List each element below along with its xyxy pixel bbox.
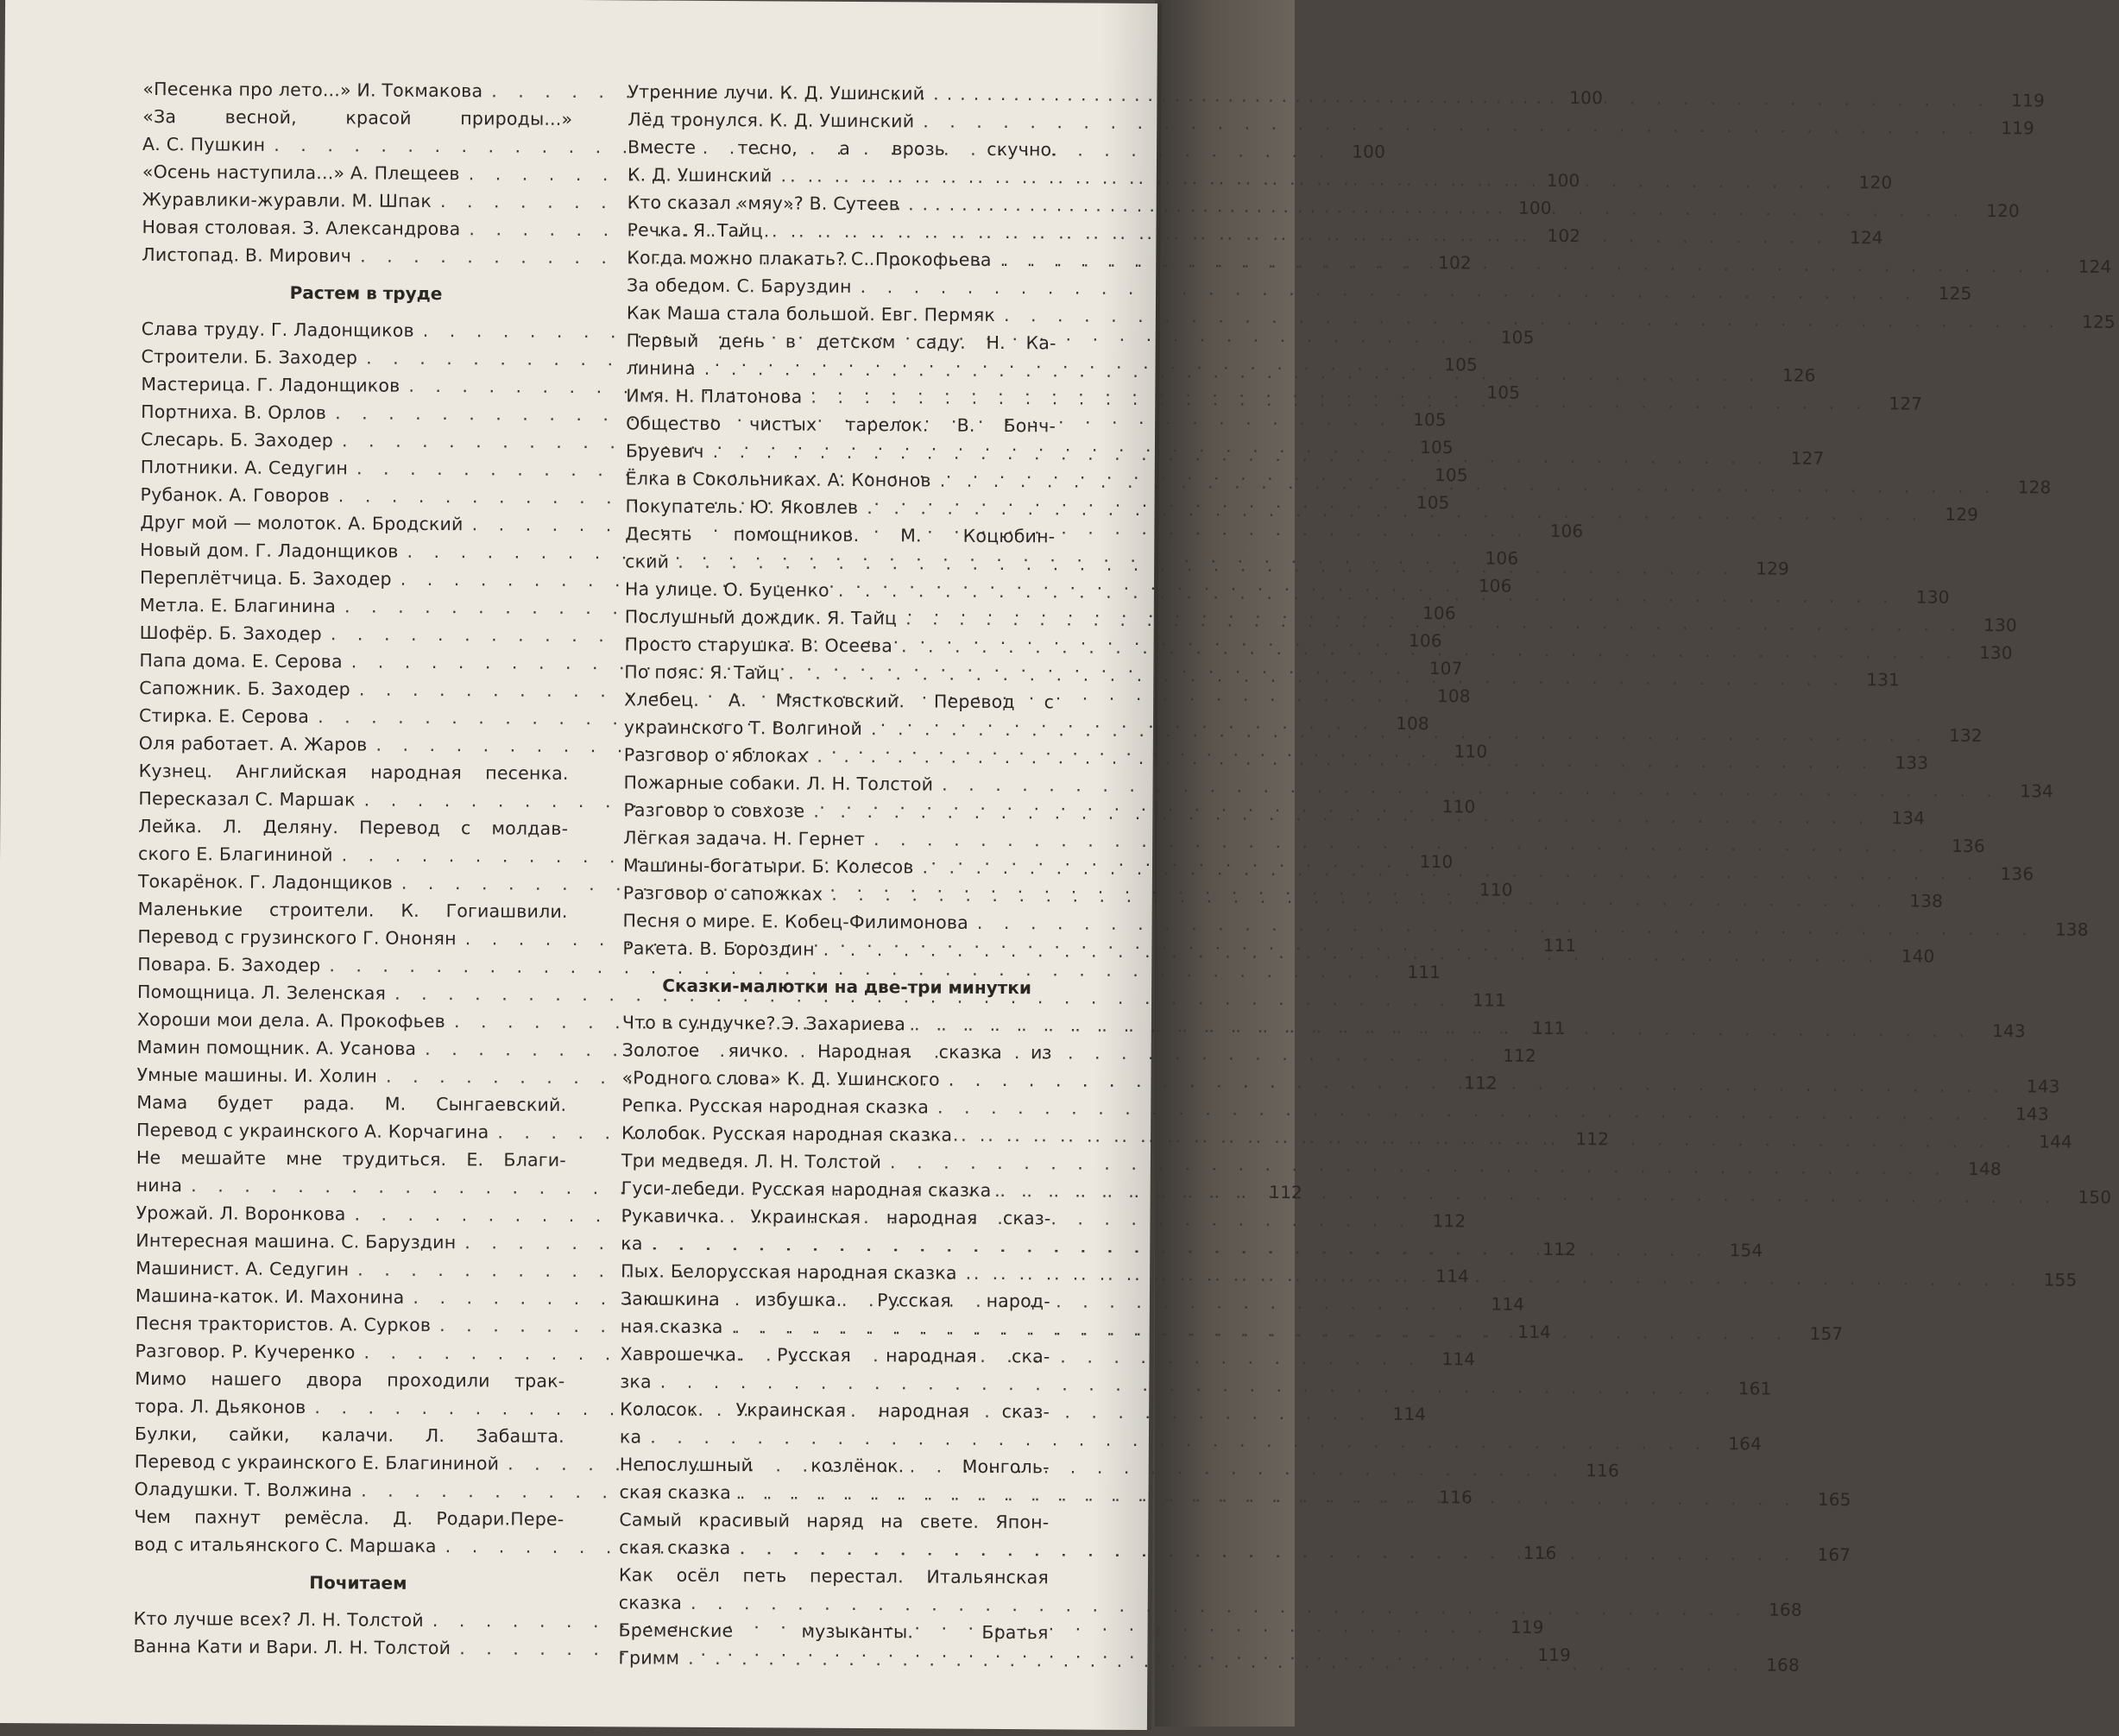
toc-page-number: 136 <box>2000 863 2034 885</box>
toc-entry-title: ка <box>619 1426 642 1448</box>
toc-entry <box>627 271 1972 304</box>
toc-entry-title: Кто лучше всех? Л. Н. Толстой <box>133 1607 424 1631</box>
toc-page-number: 111 <box>1542 934 1577 956</box>
toc-entry-title: Повара. Б. Заходер <box>137 953 321 976</box>
section-heading: Растем в труде <box>289 281 443 305</box>
toc-entry-line <box>138 812 621 843</box>
toc-page-number: 167 <box>1817 1543 1851 1566</box>
toc-entry-title: Перевод с украинского Е. Благининой <box>134 1450 500 1474</box>
toc-entry-line <box>136 1144 620 1174</box>
toc-page-number: 126 <box>1782 364 1816 386</box>
toc-entry-title: На улице. О. Буценко <box>624 578 829 601</box>
toc-entry-line <box>622 1036 1106 1066</box>
toc-page-number: 111 <box>1473 989 1506 1011</box>
toc-entry-line <box>138 895 621 925</box>
toc-entry-title: Три медведя. Л. Н. Толстой <box>621 1150 882 1173</box>
toc-page-number: 114 <box>1435 1266 1470 1287</box>
toc-entry-title: Токарёнок. Г. Ладонщиков <box>137 870 394 893</box>
toc-entry-title: Оладушки. Т. Волжина <box>134 1478 353 1501</box>
toc-entry-title: Как Маша стала большой. Евг. Пермяк <box>626 302 996 325</box>
toc-entry-line <box>623 824 1985 856</box>
toc-page-number: 131 <box>1866 669 1901 691</box>
toc-entry-line <box>619 1561 1102 1591</box>
toc-entry-title: Песня трактористов. А. Сурков <box>135 1312 432 1335</box>
toc-page-number: 100 <box>1569 87 1604 109</box>
toc-page-number: 130 <box>1915 586 1950 608</box>
toc-entry-title: Золотое яичко. Народная сказка из <box>621 1039 1052 1064</box>
toc-entry <box>621 1146 2002 1180</box>
toc-page-number: 114 <box>1441 1348 1476 1370</box>
toc-page-number: 127 <box>1790 447 1825 469</box>
toc-entry-line <box>621 1146 2002 1180</box>
toc-page-number: 105 <box>1500 326 1535 348</box>
toc-entry-title: Колобок. Русская народная сказка <box>621 1122 953 1146</box>
toc-entry-line <box>621 1285 1104 1315</box>
toc-page-number: 124 <box>1849 226 1883 249</box>
toc-entry-title: «Осень наступила...» А. Плещеев <box>142 161 460 185</box>
toc-page-number: 119 <box>1510 1616 1544 1638</box>
toc-page-number: 110 <box>1419 850 1454 873</box>
toc-entry-title: Журавлики-журавли. М. Шпак <box>142 188 432 211</box>
toc-entry-line <box>624 685 1107 716</box>
toc-entry-title: Мимо нашего двора проходили трак- <box>135 1367 565 1392</box>
toc-entry-line <box>137 950 1441 983</box>
toc-page-number: 112 <box>1575 1128 1610 1150</box>
toc-entry-title: Слесарь. Б. Заходер <box>140 428 334 451</box>
toc-entry-title: Мама будет рада. М. Сынгаевский. <box>136 1091 567 1115</box>
toc-entry-line <box>134 1503 617 1533</box>
toc-entry-title: Колосок. Украинская народная сказ- <box>620 1398 1050 1423</box>
toc-page-number: 106 <box>1422 602 1456 624</box>
toc-page-number: 110 <box>1479 879 1513 900</box>
toc-entry-title: Машины-богатыри. Б. Колесов <box>622 855 914 878</box>
toc-page-number: 105 <box>1413 408 1447 431</box>
toc-page-number: 106 <box>1478 575 1512 597</box>
toc-entry-title: Имя. Н. Платонова <box>626 385 803 407</box>
toc-page-number: 116 <box>1586 1460 1620 1481</box>
toc-entry-title: Репка. Русская народная сказка <box>621 1095 930 1118</box>
toc-entry-title: Песня о мире. Е. Кобец-Филимонова <box>622 910 969 933</box>
toc-page-number: 129 <box>1756 558 1790 579</box>
toc-entry-title: Кто сказал «мяу»? В. Сутеев <box>627 192 900 215</box>
toc-entry <box>622 906 2089 940</box>
toc-entry-title: Булки, сайки, калачи. Л. Забашта. <box>134 1423 565 1447</box>
toc-page-number: 100 <box>1546 169 1580 192</box>
toc-page-number: 161 <box>1737 1378 1772 1399</box>
toc-entry-title: А. С. Пушкин <box>142 133 266 155</box>
toc-entry-line <box>620 1367 1772 1399</box>
toc-page-number: 106 <box>1408 629 1442 652</box>
toc-entry <box>623 824 1985 856</box>
toc-entry-title: Ракета. В. Бороздин <box>622 937 815 960</box>
toc-entry-title: Лёгкая задача. Н. Гернет <box>623 827 866 850</box>
toc-entry-title: Новый дом. Г. Ладонщиков <box>140 539 399 562</box>
toc-page-number: 120 <box>1858 172 1893 193</box>
toc-entry-line <box>622 906 2089 940</box>
toc-entry-title: Мамин помощник. А. Усанова <box>136 1036 417 1059</box>
toc-page-number: 134 <box>2020 780 2054 802</box>
toc-entry-title: Заюшкина избушка. Русская народ- <box>620 1288 1050 1312</box>
toc-entry-title: Разговор о яблоках <box>623 744 809 767</box>
toc-entry-line <box>620 1450 1103 1480</box>
toc-entry-title: Когда можно плакать? С. Прокофьева <box>627 247 992 270</box>
toc-page-number: 114 <box>1491 1293 1525 1315</box>
toc-page-number: 114 <box>1392 1403 1427 1425</box>
toc-page-number: 114 <box>1517 1321 1552 1342</box>
toc-entry-line <box>627 271 1972 304</box>
toc-entry-title: Переплётчица. Б. Заходер <box>139 566 392 590</box>
toc-page-number: 111 <box>1407 961 1441 983</box>
section-heading: Сказки-малютки на две-три минутки <box>662 975 1031 999</box>
toc-entry-title: Разговор о сапожках <box>622 882 823 905</box>
toc-entry-title: Оля работает. А. Жаров <box>138 732 368 755</box>
toc-entry <box>628 105 2035 139</box>
toc-entry-title: Покупатель. Ю. Яковлев <box>625 496 859 518</box>
toc-entry-title: Помощница. Л. Зеленская <box>137 981 387 1004</box>
toc-entry-title: Машинист. А. Седугин <box>136 1257 350 1280</box>
toc-entry-title: Пых. Белорусская народная сказка <box>621 1260 957 1284</box>
toc-entry-title: Утренние лучи. К. Д. Ушинский <box>628 81 925 104</box>
toc-page-number: 105 <box>1416 491 1450 514</box>
toc-page-number: 130 <box>1978 641 2013 664</box>
toc-entry-title: Перевод с грузинского Г. Ононян <box>137 925 457 950</box>
toc-entry-title: Рубанок. А. Говоров <box>140 483 330 507</box>
toc-page-number: 112 <box>1464 1072 1498 1094</box>
toc-entry-line <box>620 1340 1103 1370</box>
toc-entry-title: Самый красивый наряд на свете. Япон- <box>619 1509 1050 1533</box>
toc-entry-title: «Родного слова» К. Д. Ушинского <box>621 1067 940 1090</box>
toc-page-number: 133 <box>1895 752 1929 773</box>
toc-entry-title: Первый день в детском саду. Н. Ка- <box>626 330 1056 354</box>
toc-entry-title: Гуси-лебеди. Русская народная сказка <box>621 1177 992 1201</box>
toc-entry-title: Рукавичка. Украинская народная сказ- <box>621 1205 1051 1229</box>
toc-page-number: 112 <box>1432 1210 1466 1232</box>
toc-entry-line <box>628 105 2035 139</box>
toc-entry-title: ка <box>621 1233 643 1254</box>
toc-entry-title: Метла. Е. Благинина <box>139 594 337 617</box>
toc-entry-title: Урожай. Л. Воронкова <box>136 1202 346 1225</box>
toc-entry-title: Стирка. Е. Серова <box>138 704 310 728</box>
toc-page-number: 110 <box>1441 796 1476 817</box>
toc-entry-title: Вместе тесно, а врозь скучно. <box>627 136 1058 161</box>
toc-page-number: 165 <box>1817 1488 1851 1511</box>
toc-page-number: 155 <box>2043 1269 2078 1291</box>
page-gutter-shadow <box>1091 3 1162 1730</box>
toc-page-number: 168 <box>1768 1599 1802 1620</box>
toc-entry-title: Папа дома. Е. Серова <box>139 649 343 672</box>
toc-entry-title: зка <box>620 1371 652 1392</box>
toc-entry-line <box>623 768 2054 802</box>
toc-entry-title: Мастерица. Г. Ладонщиков <box>141 373 400 396</box>
toc-page-number: 108 <box>1396 712 1429 735</box>
toc-entry <box>623 768 2054 802</box>
toc-entry-title: Сапожник. Б. Заходер <box>139 677 351 700</box>
toc-entry-title: Слава труду. Г. Ладонщиков <box>141 318 414 341</box>
toc-entry-title: Портниха. В. Орлов <box>141 401 327 424</box>
toc-entry-title: Послушный дождик. Я. Тайц <box>624 606 898 629</box>
toc-entry-title: линина <box>626 357 696 379</box>
toc-entry-title: ская сказка <box>619 1481 731 1504</box>
toc-entry-title: Листопад. В. Мирович <box>142 243 352 267</box>
toc-page-number: 112 <box>1269 1181 1303 1203</box>
toc-page-number: 128 <box>2017 477 2052 498</box>
toc-page-number: 164 <box>1728 1433 1763 1455</box>
toc-page-number: 110 <box>1454 741 1488 762</box>
toc-entry-title: К. Д. Ушинский <box>627 164 773 186</box>
toc-entry-title: Друг мой — молоток. А. Бродский <box>140 511 464 535</box>
toc-page-number: 136 <box>1951 835 1985 856</box>
toc-entry-line <box>620 1395 1103 1425</box>
toc-page-number: 102 <box>1438 252 1472 274</box>
toc-page-number: 134 <box>1891 807 1926 829</box>
toc-page-number: 148 <box>1968 1158 2002 1180</box>
toc-entry-title: ская сказка <box>619 1537 731 1559</box>
toc-page-number: 154 <box>1729 1240 1763 1261</box>
toc-page-number: 129 <box>1945 503 1979 525</box>
toc-page-number: 105 <box>1434 464 1468 486</box>
toc-entry-title: Как осёл петь перестал. Итальянская <box>618 1564 1050 1588</box>
toc-page-number: 112 <box>1542 1238 1577 1260</box>
toc-page-number: 150 <box>2078 1186 2112 1208</box>
toc-entry <box>621 1091 2049 1125</box>
dot-leader <box>679 1644 1746 1679</box>
toc-entry-title: сказка <box>618 1592 683 1613</box>
toc-entry-title: Строители. Б. Заходер <box>141 345 358 369</box>
toc-entry-title: За обедом. С. Баруздин <box>627 275 852 297</box>
toc-entry-title: украинского Т. Волгиной <box>623 716 863 740</box>
toc-entry-title: Гримм <box>618 1647 680 1669</box>
toc-page-number: 108 <box>1436 685 1471 707</box>
toc-entry-line <box>135 1365 618 1395</box>
toc-page-number: 116 <box>1439 1487 1473 1508</box>
toc-page-number: 157 <box>1809 1323 1844 1344</box>
toc-page-number: 119 <box>2011 90 2046 111</box>
toc-entry-title: Машина-каток. И. Махонина <box>135 1285 405 1308</box>
toc-entry-title: «За весной, красой природы...» <box>142 105 573 129</box>
toc-entry-title: Речка. Я. Тайц <box>627 219 764 242</box>
toc-entry-title: «Песенка про лето...» И. Токмакова <box>142 78 483 102</box>
toc-page-number: 119 <box>2001 117 2035 139</box>
toc-entry-title: Хлебец. А. Мястковский. Перевод с <box>624 689 1055 713</box>
toc-page-number: 111 <box>1531 1017 1566 1039</box>
toc-entry-line <box>626 299 2116 332</box>
toc-entry-title: Перевод с украинского А. Корчагина <box>136 1119 489 1143</box>
toc-entry <box>626 299 2116 332</box>
toc-page-number: 143 <box>2015 1103 2049 1125</box>
toc-entry-title: Лёд тронулся. К. Д. Ушинский <box>628 109 915 132</box>
toc-page-number: 143 <box>1992 1020 2026 1042</box>
toc-entry-title: Десять помощников. М. Коцюбин- <box>625 523 1056 547</box>
toc-page-number: 116 <box>1523 1542 1557 1563</box>
toc-entry-line <box>628 133 1111 163</box>
toc-entry-line <box>621 1202 1104 1232</box>
toc-page-number: 140 <box>1901 945 1935 967</box>
toc-entry-title: Разговор. Р. Кучеренко <box>135 1340 356 1363</box>
toc-entry-title: Разговор о совхозе <box>623 799 805 822</box>
toc-entry-title: Пожарные собаки. Л. Н. Толстой <box>623 772 934 795</box>
toc-entry-title: Не мешайте мне трудиться. Е. Благи- <box>136 1146 566 1171</box>
toc-entry <box>137 950 1441 983</box>
toc-entry-title: Плотники. А. Седугин <box>140 456 349 479</box>
toc-page-number: 130 <box>1983 614 2017 636</box>
toc-entry-title: Умные машины. И. Холин <box>136 1064 378 1087</box>
toc-entry-title: тора. Л. Дьяконов <box>135 1395 306 1418</box>
toc-entry-title: Лейка. Л. Деляну. Перевод с молдав- <box>138 815 569 839</box>
toc-entry-title: Бруевич <box>625 440 704 462</box>
toc-entry-title: Просто старушка. В. Осеева <box>624 634 893 657</box>
toc-page-number: 144 <box>2039 1131 2073 1152</box>
toc-entry-line <box>619 1423 1763 1455</box>
toc-entry-line <box>619 1506 1102 1536</box>
toc-entry-title: Новая столовая. З. Александрова <box>142 216 461 240</box>
toc-entry-title: Ванна Кати и Вари. Л. Н. Толстой <box>133 1635 451 1659</box>
toc-entry-line <box>136 1089 620 1119</box>
toc-page-number: 106 <box>1485 547 1519 569</box>
toc-entry-title: Пересказал С. Маршак <box>138 787 356 811</box>
toc-entry-title: Что в сундучке? Э. Захариева <box>621 1012 906 1035</box>
toc-page-number: 105 <box>1419 436 1454 458</box>
toc-page-number: 102 <box>1547 224 1581 247</box>
toc-entry-title: Ёлка в Сокольниках. А. Кононов <box>625 468 931 491</box>
toc-page-number: 138 <box>2054 919 2089 940</box>
toc-page-number: 127 <box>1889 393 1923 414</box>
toc-page-number: 106 <box>1549 520 1584 542</box>
toc-entry <box>618 1561 1802 1620</box>
toc-entry-title: Хаврошечка. Русская народная ска- <box>620 1343 1050 1367</box>
toc-entry-line <box>142 103 626 133</box>
toc-entry-title: Кузнец. Английская народная песенка. <box>138 760 569 784</box>
toc-page-number: 124 <box>2078 256 2112 277</box>
toc-entry-title: Хороши мои дела. А. Прокофьев <box>136 1008 446 1032</box>
toc-page-number: 132 <box>1948 724 1983 746</box>
toc-entry-title: ского Е. Благининой <box>137 843 333 866</box>
toc-entry-title: Бременские музыканты. Братья <box>618 1619 1049 1644</box>
toc-page-number: 119 <box>1537 1644 1572 1666</box>
toc-entry-title: По пояс. Я. Тайц <box>624 661 780 684</box>
toc-entry-line <box>626 409 1109 439</box>
toc-page-number: 100 <box>1517 197 1552 218</box>
toc-entry-title: Маленькие строители. К. Гогиашвили. <box>137 898 568 922</box>
toc-page-number: 107 <box>1428 658 1463 679</box>
toc-entry-title: Непослушный козлёнок. Монголь- <box>619 1454 1050 1478</box>
toc-entry-line <box>625 520 1108 550</box>
toc-page-number: 138 <box>1909 890 1944 912</box>
toc-page-number: 125 <box>1938 282 1972 304</box>
toc-entry-title: Шофёр. Б. Заходер <box>139 622 323 645</box>
toc-entry-line <box>135 1420 618 1450</box>
toc-entry-title: нина <box>136 1174 183 1196</box>
toc-entry-title: вод с итальянского С. Маршака <box>134 1533 437 1557</box>
toc-entry-line <box>139 757 622 787</box>
toc-entry-title: Общество чистых тарелок. В. Бонч- <box>626 413 1056 437</box>
toc-page-number: 120 <box>1986 199 2020 222</box>
toc-page-number: 105 <box>1444 354 1479 376</box>
toc-entry-line <box>618 1616 1101 1646</box>
toc-page-number: 168 <box>1766 1654 1801 1676</box>
toc-page-number: 125 <box>2081 311 2116 332</box>
toc-entry-title: ная сказка <box>620 1316 723 1338</box>
toc-entry-title: Интересная машина. С. Баруздин <box>136 1229 457 1253</box>
toc-entry-title: Чем пахнут ремёсла. Д. Родари.Пере- <box>134 1506 564 1530</box>
toc-page-number: 105 <box>1486 382 1521 403</box>
section-heading: Почитаем <box>309 1572 407 1594</box>
toc-page-number: 143 <box>2026 1076 2060 1097</box>
toc-entry-title: ский <box>625 551 670 572</box>
toc-page-number: 100 <box>1352 141 1386 162</box>
toc-entry-line <box>621 1091 2049 1125</box>
toc-entry-line <box>627 326 1110 357</box>
toc-page-number: 112 <box>1503 1045 1537 1066</box>
toc-entry-line <box>618 1588 1802 1620</box>
